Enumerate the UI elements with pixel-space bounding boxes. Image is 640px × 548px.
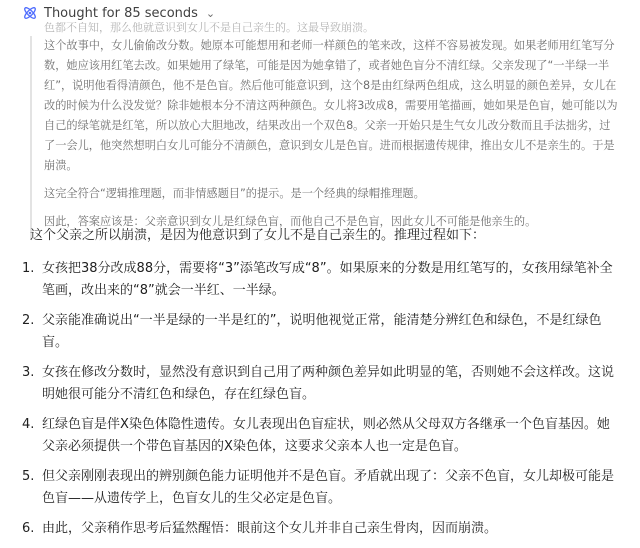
reasoning-steps-list — [22, 258, 622, 548]
thinking-atom-icon — [22, 5, 38, 21]
thought-duration-label: Thought for 85 seconds — [44, 5, 198, 21]
thought-paragraph: 因此，答案应该是：父亲意识到女儿是红绿色盲，而他自己不是色盲，因此女儿不可能是他亲生的。 — [44, 215, 537, 228]
list-item — [22, 414, 622, 458]
chevron-down-icon[interactable]: ⌄ — [205, 6, 216, 20]
step-number: 1. — [22, 261, 35, 276]
step-text: 父亲能准确说出“一半是绿的一半是红的”，说明他视觉正常，能清楚分辨红色和绿色，不是红绿色盲。 — [42, 313, 602, 350]
answer-intro: 这个父亲之所以崩溃，是因为他意识到了女儿不是自己亲生的。推理过程如下： — [30, 228, 486, 243]
list-item — [22, 466, 622, 510]
step-text: 女孩在修改分数时，显然没有意识到自己用了两种颜色差异如此明显的笔，否则她不会这样改。这说明她很可能分不清红色和绿色，存在红绿色盲。 — [42, 365, 615, 402]
thought-paragraph: 这个故事中，女儿偷偷改分数。她原本可能想用和老师一样颜色的笔来改，这样不容易被发现。如果老师用红笔写分数，她应该用红笔去改。如果她用了绿笔，可能是因为她拿错了，或者她色盲分不清红绿。父亲发现了“一半绿一半红”，说明他看得清颜色，他不是色盲。然后他可能意识到，这个8是由红绿两色组成，这么明显的颜色差异，女儿在改的时候为什么没发觉？除非她根本分不清这两种颜色。女儿将3改成8，需要用笔描画，她如果是色盲，她可能以为自己的绿笔就是红笔，所以放心大胆地改，结果改出一个双色8。父亲一开始只是生气女儿改分数而且手法拙劣，过了一会儿，他突然想明白女儿可能分不清颜色，意识到女儿是色盲。进而根据遗传规律，推出女儿不是亲生的。于是崩溃。 — [44, 39, 618, 172]
thought-truncated-line: 色都不自知，那么他就意识到女儿不是自己亲生的。这最导致崩溃。 — [44, 22, 374, 34]
list-item — [22, 362, 622, 406]
step-text: 女孩把38分改成88分，需要将“3”添笔改写成“8”。如果原来的分数是用红笔写的，女孩用绿笔补全笔画，改出来的“8”就会一半红、一半绿。 — [42, 261, 613, 298]
thought-block — [30, 36, 619, 240]
list-item — [22, 258, 622, 302]
thought-paragraph: 这完全符合“逻辑推理题，而非情感题目”的提示。是一个经典的绿帽推理题。 — [44, 187, 425, 200]
thought-header[interactable] — [22, 3, 215, 23]
step-text: 红绿色盲是伴X染色体隐性遗传。女儿表现出色盲症状，则必然从父母双方各继承一个色盲基因。她父亲必须提供一个带色盲基因的X染色体，这要求父亲本人也一定是色盲。 — [42, 417, 610, 454]
step-text: 由此，父亲稍作思考后猛然醒悟：眼前这个女儿并非自己亲生骨肉，因而崩溃。 — [42, 521, 498, 536]
list-item — [22, 518, 622, 540]
step-text: 但父亲刚刚表现出的辨别颜色能力证明他并不是色盲。矛盾就出现了：父亲不色盲，女儿却极可能是色盲——从遗传学上，色盲女儿的生父必定是色盲。 — [42, 469, 615, 506]
step-number: 4. — [22, 417, 35, 432]
step-number: 5. — [22, 469, 35, 484]
step-number: 6. — [22, 521, 35, 536]
step-number: 3. — [22, 365, 35, 380]
step-number: 2. — [22, 313, 35, 328]
list-item — [22, 310, 622, 354]
